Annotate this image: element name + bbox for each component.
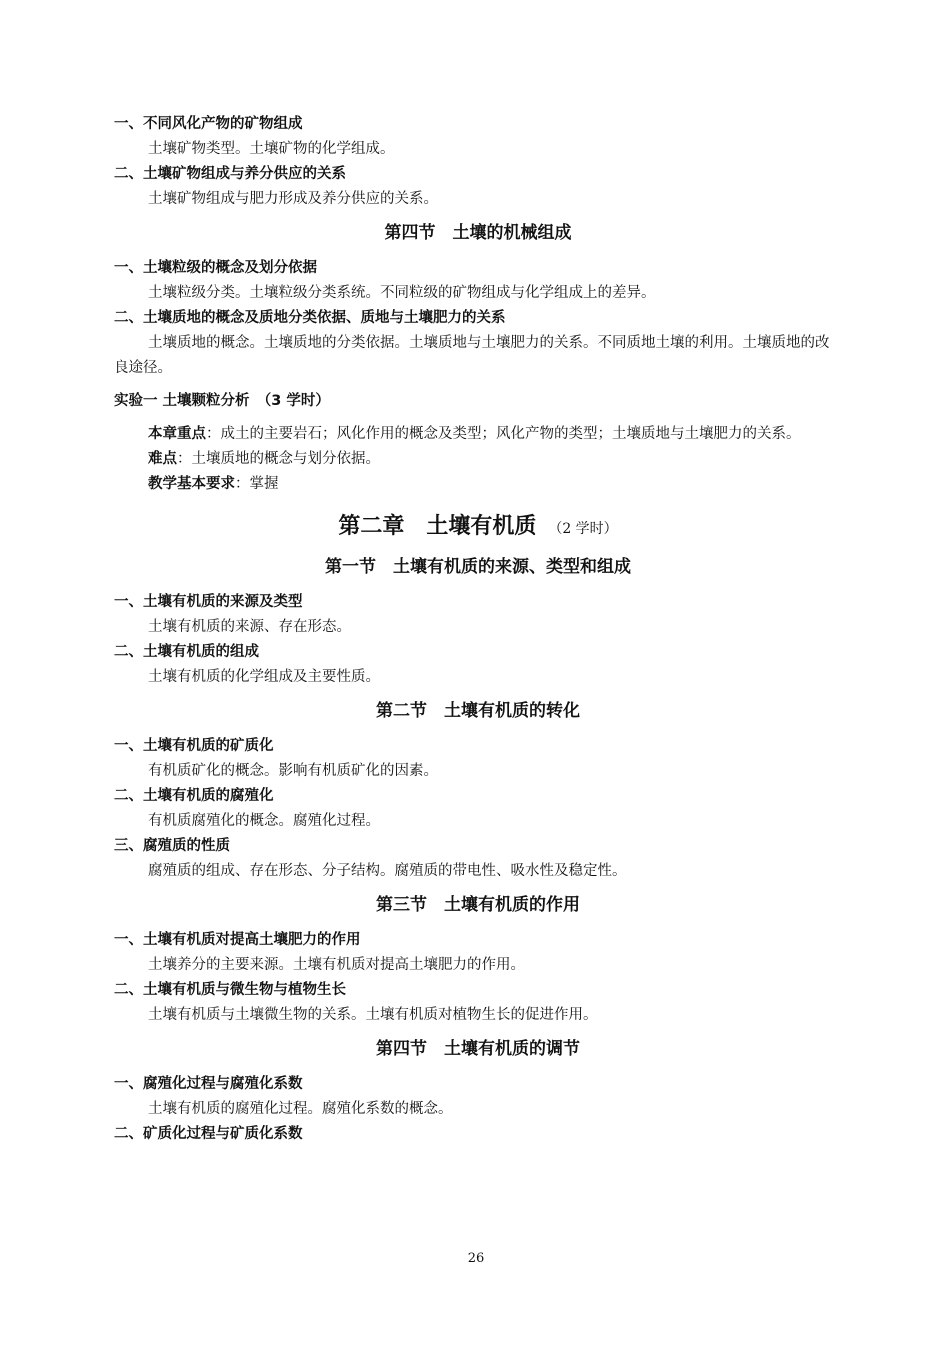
difficulty-text: ：土壤质地的概念与划分依据。 (177, 451, 380, 467)
page-number: 26 (467, 1251, 485, 1266)
subheading: 二、矿质化过程与矿质化系数 (114, 1126, 303, 1142)
subheading: 一、土壤有机质的来源及类型 (114, 594, 303, 610)
key-points-text: ：成土的主要岩石；风化作用的概念及类型；风化产物的类型；土壤质地与土壤肥力的关系。 (206, 426, 801, 442)
key-points-paragraph (114, 422, 842, 447)
subheading: 一、土壤有机质的矿质化 (114, 738, 274, 754)
key-points-label: 本章重点 (148, 426, 206, 442)
paragraph: 土壤矿物类型。土壤矿物的化学组成。 (148, 141, 395, 157)
subheading: 一、土壤粒级的概念及划分依据 (114, 260, 317, 276)
chapter-title-text: 第二章 土壤有机质 (338, 514, 537, 539)
paragraph: 有机质腐殖化的概念。腐殖化过程。 (148, 813, 380, 829)
paragraph: 土壤质地的概念。土壤质地的分类依据。土壤质地与土壤肥力的关系。不同质地土壤的利用。土壤质地的改良途径。 (114, 335, 830, 376)
section-title: 第三节 土壤有机质的作用 (376, 895, 580, 915)
subheading: 二、土壤有机质的腐殖化 (114, 788, 274, 804)
requirement-text: ：掌握 (235, 476, 279, 492)
section-title: 第一节 土壤有机质的来源、类型和组成 (325, 557, 631, 577)
subheading: 一、土壤有机质对提高土壤肥力的作用 (114, 932, 361, 948)
experiment-heading: 实验一 土壤颗粒分析 （3 学时） (114, 393, 330, 409)
requirement-label: 教学基本要求 (148, 476, 235, 492)
paragraph: 土壤有机质与土壤微生物的关系。土壤有机质对植物生长的促进作用。 (148, 1007, 598, 1023)
subheading: 一、不同风化产物的矿物组成 (114, 116, 303, 132)
page-content (114, 112, 842, 1147)
difficulty-paragraph (114, 447, 842, 472)
section-title: 第四节 土壤的机械组成 (384, 223, 572, 243)
paragraph: 土壤矿物组成与肥力形成及养分供应的关系。 (148, 191, 438, 207)
paragraph: 土壤有机质的来源、存在形态。 (148, 619, 351, 635)
requirement-paragraph (114, 472, 842, 497)
difficulty-label: 难点 (148, 451, 177, 467)
paragraph: 土壤有机质的化学组成及主要性质。 (148, 669, 380, 685)
paragraph: 土壤有机质的腐殖化过程。腐殖化系数的概念。 (148, 1101, 453, 1117)
subheading: 三、腐殖质的性质 (114, 838, 230, 854)
chapter-title (114, 509, 842, 545)
paragraph: 腐殖质的组成、存在形态、分子结构。腐殖质的带电性、吸水性及稳定性。 (148, 863, 627, 879)
section-title: 第二节 土壤有机质的转化 (376, 701, 580, 721)
subheading: 一、腐殖化过程与腐殖化系数 (114, 1076, 303, 1092)
paragraph: 土壤养分的主要来源。土壤有机质对提高土壤肥力的作用。 (148, 957, 525, 973)
subheading: 二、土壤有机质的组成 (114, 644, 259, 660)
paragraph: 土壤粒级分类。土壤粒级分类系统。不同粒级的矿物组成与化学组成上的差异。 (148, 285, 656, 301)
subheading: 二、土壤质地的概念及质地分类依据、质地与土壤肥力的关系 (114, 310, 506, 326)
paragraph: 有机质矿化的概念。影响有机质矿化的因素。 (148, 763, 438, 779)
section-title: 第四节 土壤有机质的调节 (376, 1039, 580, 1059)
subheading: 二、土壤有机质与微生物与植物生长 (114, 982, 346, 998)
chapter-hours-note: （2 学时） (548, 521, 618, 537)
subheading: 二、土壤矿物组成与养分供应的关系 (114, 166, 346, 182)
